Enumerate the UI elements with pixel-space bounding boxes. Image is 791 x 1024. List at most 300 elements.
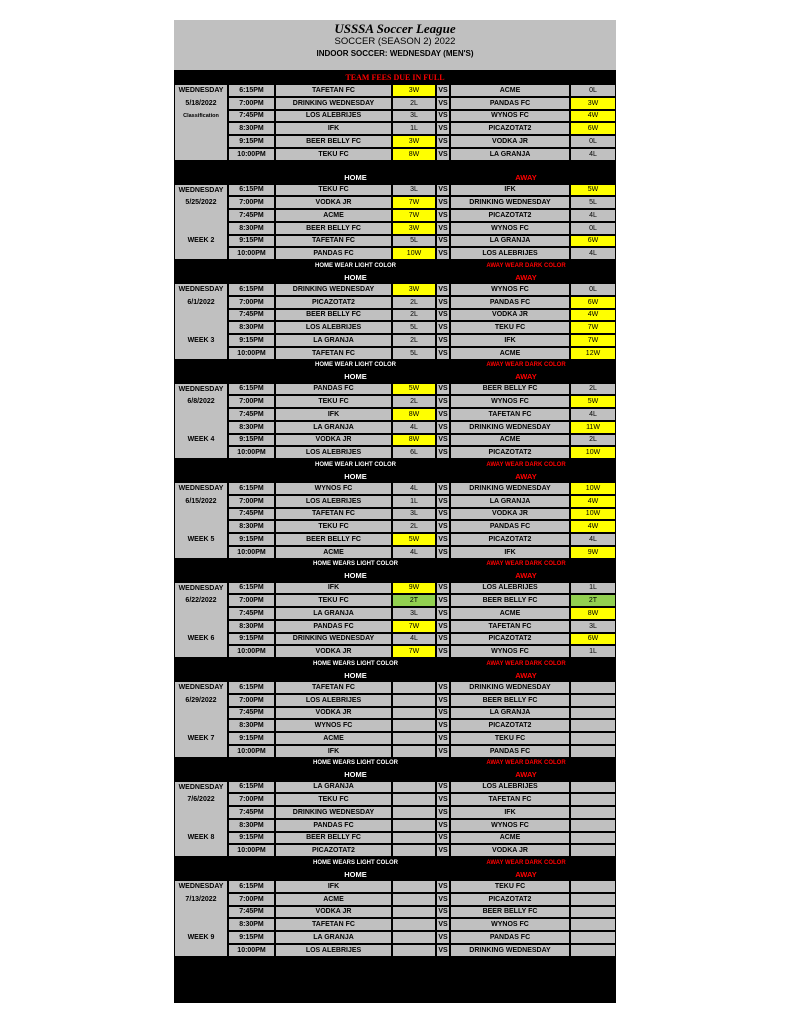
away-result: 6W <box>570 633 616 646</box>
away-result <box>570 745 616 758</box>
home-team: DRINKING WEDNESDAY <box>275 633 392 646</box>
table-row <box>174 707 616 720</box>
home-team: LOS ALEBRIJES <box>275 694 392 707</box>
away-team: LA GRANJA <box>450 148 570 161</box>
home-result: 1L <box>392 122 436 135</box>
away-column-header: AWAY <box>515 571 537 581</box>
away-team: PICAZOTAT2 <box>450 209 570 222</box>
game-time: 10:00PM <box>228 944 275 957</box>
week-day: WEDNESDAY <box>174 880 228 893</box>
table-row <box>174 495 616 508</box>
away-result: 2L <box>570 383 616 396</box>
away-result: 10W <box>570 482 616 495</box>
home-team: LA GRANJA <box>275 607 392 620</box>
game-time: 10:00PM <box>228 546 275 559</box>
away-team: PICAZOTAT2 <box>450 533 570 546</box>
game-time: 6:15PM <box>228 184 275 197</box>
table-row <box>174 594 616 607</box>
home-result <box>392 745 436 758</box>
home-team: BEER BELLY FC <box>275 309 392 322</box>
game-time: 7:00PM <box>228 196 275 209</box>
table-row <box>174 620 616 633</box>
kit-color-band <box>174 360 616 383</box>
away-wear-note: AWAY WEAR DARK COLOR <box>486 660 566 667</box>
away-team: WYNOS FC <box>450 918 570 931</box>
week-day: WEDNESDAY <box>174 283 228 296</box>
home-team: TEKU FC <box>275 148 392 161</box>
vs-label: VS <box>436 148 450 161</box>
away-team: IFK <box>450 334 570 347</box>
week-label: WEEK 5 <box>174 533 228 546</box>
day-cell <box>174 122 228 135</box>
home-team: DRINKING WEDNESDAY <box>275 283 392 296</box>
home-result <box>392 893 436 906</box>
home-result: 3L <box>392 184 436 197</box>
vs-label: VS <box>436 594 450 607</box>
away-team: PANDAS FC <box>450 296 570 309</box>
week-label: WEEK 2 <box>174 235 228 248</box>
table-row <box>174 283 616 296</box>
table-row <box>174 719 616 732</box>
home-column-header: HOME <box>344 272 367 282</box>
home-result <box>392 793 436 806</box>
away-team: VODKA JR <box>450 844 570 857</box>
week-date: 6/8/2022 <box>174 395 228 408</box>
away-team: BEER BELLY FC <box>450 383 570 396</box>
day-cell <box>174 209 228 222</box>
home-team: TEKU FC <box>275 184 392 197</box>
away-result: 3W <box>570 97 616 110</box>
vs-label: VS <box>436 694 450 707</box>
home-team: TAFETAN FC <box>275 235 392 248</box>
home-result: 4L <box>392 546 436 559</box>
game-time: 7:00PM <box>228 395 275 408</box>
away-column-header: AWAY <box>515 770 537 780</box>
game-time: 6:15PM <box>228 582 275 595</box>
home-result: 4L <box>392 421 436 434</box>
table-row <box>174 347 616 360</box>
table-row <box>174 235 616 248</box>
away-team: LOS ALEBRIJES <box>450 781 570 794</box>
home-team: LA GRANJA <box>275 334 392 347</box>
away-team: IFK <box>450 806 570 819</box>
away-team: PANDAS FC <box>450 97 570 110</box>
week-label: Classification <box>174 110 228 123</box>
vs-label: VS <box>436 918 450 931</box>
away-result: 1L <box>570 582 616 595</box>
week-day: WEDNESDAY <box>174 84 228 97</box>
home-result: 5L <box>392 321 436 334</box>
vs-label: VS <box>436 732 450 745</box>
home-team: IFK <box>275 582 392 595</box>
away-team: TAFETAN FC <box>450 620 570 633</box>
away-team: WYNOS FC <box>450 645 570 658</box>
away-wear-note <box>436 161 616 173</box>
away-result: 9W <box>570 546 616 559</box>
away-team: DRINKING WEDNESDAY <box>450 196 570 209</box>
table-row <box>174 944 616 957</box>
week-date: 6/15/2022 <box>174 495 228 508</box>
home-team: TEKU FC <box>275 793 392 806</box>
home-team: VODKA JR <box>275 906 392 919</box>
day-cell <box>174 309 228 322</box>
home-result <box>392 681 436 694</box>
table-row <box>174 334 616 347</box>
away-result <box>570 819 616 832</box>
away-team: IFK <box>450 546 570 559</box>
home-team: DRINKING WEDNESDAY <box>275 806 392 819</box>
away-wear-note: AWAY WEAR DARK COLOR <box>486 760 566 767</box>
game-time: 7:45PM <box>228 906 275 919</box>
home-column-header: HOME <box>344 471 367 481</box>
home-result: 1L <box>392 495 436 508</box>
home-result <box>392 844 436 857</box>
vs-label: VS <box>436 446 450 459</box>
home-result: 3W <box>392 84 436 97</box>
table-row <box>174 222 616 235</box>
week-date: 6/1/2022 <box>174 296 228 309</box>
table-row <box>174 122 616 135</box>
away-result <box>570 893 616 906</box>
home-team: TAFETAN FC <box>275 918 392 931</box>
home-team: LA GRANJA <box>275 781 392 794</box>
vs-label: VS <box>436 334 450 347</box>
away-wear-note: AWAY WEAR DARK COLOR <box>486 859 566 866</box>
schedule-sheet <box>174 20 616 1003</box>
kit-color-band <box>174 857 616 880</box>
day-cell <box>174 620 228 633</box>
away-team: PICAZOTAT2 <box>450 893 570 906</box>
home-result <box>392 732 436 745</box>
day-cell <box>174 707 228 720</box>
away-result: 4L <box>570 408 616 421</box>
vs-label: VS <box>436 296 450 309</box>
week-date: 6/22/2022 <box>174 594 228 607</box>
away-team: VODKA JR <box>450 309 570 322</box>
vs-label: VS <box>436 719 450 732</box>
vs-label: VS <box>436 309 450 322</box>
week-date: 5/18/2022 <box>174 97 228 110</box>
away-result <box>570 906 616 919</box>
table-row <box>174 184 616 197</box>
day-cell <box>174 347 228 360</box>
kit-color-band <box>174 559 616 582</box>
vs-label: VS <box>436 434 450 447</box>
away-result <box>570 732 616 745</box>
game-time: 9:15PM <box>228 633 275 646</box>
game-time: 6:15PM <box>228 84 275 97</box>
home-team: TAFETAN FC <box>275 508 392 521</box>
home-team: WYNOS FC <box>275 482 392 495</box>
game-time: 7:45PM <box>228 209 275 222</box>
away-column-header: AWAY <box>515 272 537 282</box>
vs-label: VS <box>436 209 450 222</box>
away-result: 6W <box>570 235 616 248</box>
game-time: 8:30PM <box>228 918 275 931</box>
away-result: 6W <box>570 296 616 309</box>
away-team: DRINKING WEDNESDAY <box>450 681 570 694</box>
vs-label: VS <box>436 819 450 832</box>
vs-label: VS <box>436 844 450 857</box>
kit-color-band <box>174 260 616 283</box>
week-day: WEDNESDAY <box>174 383 228 396</box>
home-team: LOS ALEBRIJES <box>275 321 392 334</box>
away-team: WYNOS FC <box>450 819 570 832</box>
table-row <box>174 806 616 819</box>
table-row <box>174 633 616 646</box>
week-date: 5/25/2022 <box>174 196 228 209</box>
day-cell <box>174 918 228 931</box>
away-result: 10W <box>570 508 616 521</box>
table-row <box>174 408 616 421</box>
away-result <box>570 793 616 806</box>
vs-label: VS <box>436 135 450 148</box>
home-team: BEER BELLY FC <box>275 533 392 546</box>
away-team: ACME <box>450 434 570 447</box>
game-time: 10:00PM <box>228 446 275 459</box>
table-row <box>174 844 616 857</box>
home-result: 4L <box>392 633 436 646</box>
home-result <box>392 880 436 893</box>
home-team: PANDAS FC <box>275 819 392 832</box>
home-team: IFK <box>275 408 392 421</box>
day-cell <box>174 247 228 260</box>
week-date: 7/13/2022 <box>174 893 228 906</box>
vs-label: VS <box>436 408 450 421</box>
day-cell <box>174 148 228 161</box>
table-row <box>174 520 616 533</box>
day-cell <box>174 520 228 533</box>
table-row <box>174 645 616 658</box>
home-result: 2L <box>392 97 436 110</box>
away-team: ACME <box>450 832 570 845</box>
away-column-header: AWAY <box>515 670 537 680</box>
home-result: 7W <box>392 196 436 209</box>
away-team: BEER BELLY FC <box>450 694 570 707</box>
home-column-header: HOME <box>344 173 367 183</box>
vs-label: VS <box>436 122 450 135</box>
kit-color-band <box>174 758 616 781</box>
away-team: TEKU FC <box>450 321 570 334</box>
kit-color-band <box>174 161 616 184</box>
away-team: PANDAS FC <box>450 931 570 944</box>
schedule-header <box>174 20 616 71</box>
home-team: IFK <box>275 880 392 893</box>
game-time: 6:15PM <box>228 482 275 495</box>
home-result: 7W <box>392 209 436 222</box>
table-row <box>174 482 616 495</box>
table-row <box>174 209 616 222</box>
home-result: 2L <box>392 520 436 533</box>
home-result: 5W <box>392 533 436 546</box>
away-result <box>570 694 616 707</box>
away-team: ACME <box>450 347 570 360</box>
away-result: 0L <box>570 283 616 296</box>
away-result: 0L <box>570 135 616 148</box>
week-label: WEEK 8 <box>174 832 228 845</box>
game-time: 7:00PM <box>228 893 275 906</box>
vs-label: VS <box>436 681 450 694</box>
game-time: 7:00PM <box>228 694 275 707</box>
vs-label: VS <box>436 745 450 758</box>
home-team: IFK <box>275 745 392 758</box>
table-row <box>174 135 616 148</box>
game-time: 7:45PM <box>228 309 275 322</box>
table-row <box>174 546 616 559</box>
game-time: 8:30PM <box>228 819 275 832</box>
vs-label: VS <box>436 283 450 296</box>
home-column-header: HOME <box>344 670 367 680</box>
away-column-header: AWAY <box>515 471 537 481</box>
home-result <box>392 918 436 931</box>
away-result <box>570 944 616 957</box>
home-team: ACME <box>275 209 392 222</box>
fees-notice: TEAM FEES DUE IN FULL <box>174 71 616 84</box>
home-result <box>392 931 436 944</box>
table-row <box>174 309 616 322</box>
table-row <box>174 421 616 434</box>
home-team: PANDAS FC <box>275 383 392 396</box>
away-result: 2L <box>570 434 616 447</box>
home-wear-note: HOME WEAR LIGHT COLOR <box>315 461 396 468</box>
away-team: VODKA JR <box>450 508 570 521</box>
home-result <box>392 832 436 845</box>
home-team: TAFETAN FC <box>275 347 392 360</box>
game-time: 9:15PM <box>228 832 275 845</box>
game-time: 8:30PM <box>228 620 275 633</box>
home-result <box>392 806 436 819</box>
away-team: LA GRANJA <box>450 235 570 248</box>
away-result: 0L <box>570 222 616 235</box>
away-result: 4W <box>570 520 616 533</box>
home-result <box>392 707 436 720</box>
home-wear-note: HOME WEAR LIGHT COLOR <box>315 362 396 369</box>
home-result: 8W <box>392 408 436 421</box>
game-time: 10:00PM <box>228 247 275 260</box>
table-row <box>174 446 616 459</box>
game-time: 9:15PM <box>228 931 275 944</box>
away-team: PANDAS FC <box>450 520 570 533</box>
home-result: 2L <box>392 296 436 309</box>
home-team: TEKU FC <box>275 395 392 408</box>
game-time: 10:00PM <box>228 745 275 758</box>
away-wear-note: AWAY WEAR DARK COLOR <box>486 561 566 568</box>
away-result: 7W <box>570 321 616 334</box>
away-result: 1L <box>570 645 616 658</box>
table-row <box>174 582 616 595</box>
game-time: 10:00PM <box>228 645 275 658</box>
away-result: 11W <box>570 421 616 434</box>
day-cell <box>174 944 228 957</box>
away-result <box>570 832 616 845</box>
home-team: LOS ALEBRIJES <box>275 495 392 508</box>
home-team: ACME <box>275 546 392 559</box>
day-cell <box>174 906 228 919</box>
away-result <box>570 719 616 732</box>
away-result: 5L <box>570 196 616 209</box>
game-time: 8:30PM <box>228 122 275 135</box>
vs-label: VS <box>436 383 450 396</box>
home-result: 9W <box>392 582 436 595</box>
away-result <box>570 681 616 694</box>
away-team: PICAZOTAT2 <box>450 633 570 646</box>
away-team: LOS ALEBRIJES <box>450 247 570 260</box>
away-wear-note: AWAY WEAR DARK COLOR <box>486 262 566 269</box>
away-team: BEER BELLY FC <box>450 906 570 919</box>
away-team: WYNOS FC <box>450 222 570 235</box>
table-row <box>174 906 616 919</box>
vs-label: VS <box>436 707 450 720</box>
home-result: 2L <box>392 334 436 347</box>
home-result <box>392 719 436 732</box>
vs-label: VS <box>436 880 450 893</box>
home-team: BEER BELLY FC <box>275 832 392 845</box>
away-result: 4W <box>570 495 616 508</box>
away-result: 4L <box>570 209 616 222</box>
away-result: 4W <box>570 309 616 322</box>
away-result <box>570 781 616 794</box>
home-team: BEER BELLY FC <box>275 222 392 235</box>
game-time: 9:15PM <box>228 235 275 248</box>
away-team: TEKU FC <box>450 880 570 893</box>
home-result <box>392 694 436 707</box>
away-team: BEER BELLY FC <box>450 594 570 607</box>
vs-label: VS <box>436 520 450 533</box>
home-result: 10W <box>392 247 436 260</box>
game-time: 6:15PM <box>228 383 275 396</box>
kit-color-band <box>174 459 616 482</box>
away-team: PICAZOTAT2 <box>450 446 570 459</box>
game-time: 7:00PM <box>228 793 275 806</box>
home-team: VODKA JR <box>275 196 392 209</box>
vs-label: VS <box>436 395 450 408</box>
home-result: 3W <box>392 283 436 296</box>
week-day: WEDNESDAY <box>174 184 228 197</box>
away-result: 4W <box>570 110 616 123</box>
home-result: 2T <box>392 594 436 607</box>
game-time: 7:45PM <box>228 707 275 720</box>
table-row <box>174 434 616 447</box>
away-team: WYNOS FC <box>450 283 570 296</box>
week-date: 7/6/2022 <box>174 793 228 806</box>
away-team: IFK <box>450 184 570 197</box>
table-row <box>174 247 616 260</box>
home-result: 8W <box>392 434 436 447</box>
game-time: 7:00PM <box>228 296 275 309</box>
away-team: TAFETAN FC <box>450 408 570 421</box>
game-time: 6:15PM <box>228 880 275 893</box>
season-title: SOCCER (SEASON 2) 2022 <box>334 36 456 47</box>
table-row <box>174 533 616 546</box>
home-team: VODKA JR <box>275 645 392 658</box>
away-result: 2T <box>570 594 616 607</box>
day-cell <box>174 819 228 832</box>
home-wear-note: HOME WEARS LIGHT COLOR <box>313 561 398 568</box>
home-column-header: HOME <box>344 770 367 780</box>
away-result: 6W <box>570 122 616 135</box>
vs-label: VS <box>436 645 450 658</box>
home-result: 8W <box>392 148 436 161</box>
home-result: 2L <box>392 395 436 408</box>
game-time: 10:00PM <box>228 347 275 360</box>
day-cell <box>174 645 228 658</box>
home-result: 5W <box>392 383 436 396</box>
away-result <box>570 918 616 931</box>
away-result: 5W <box>570 184 616 197</box>
home-result: 7W <box>392 620 436 633</box>
vs-label: VS <box>436 421 450 434</box>
week-label: WEEK 7 <box>174 732 228 745</box>
